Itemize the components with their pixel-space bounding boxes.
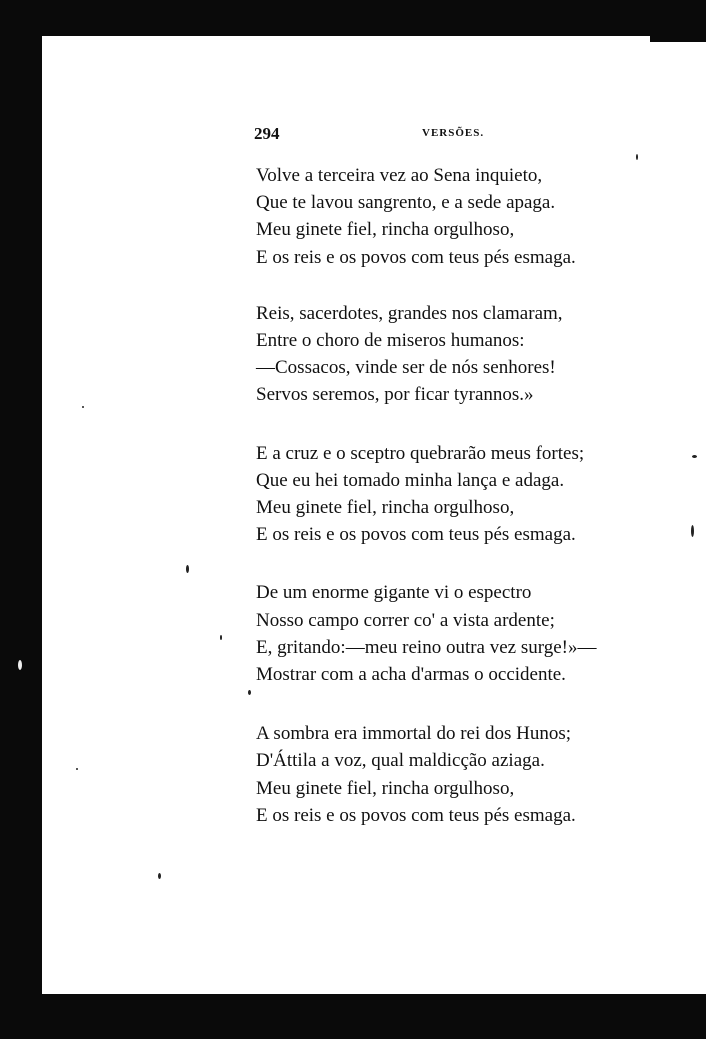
scan-border-top: [0, 0, 706, 36]
verse-line: Que eu hei tomado minha lança e adaga.: [256, 469, 565, 491]
verse-line: E, gritando:—meu reino outra vez surge!»—: [256, 636, 597, 658]
scan-speck: [76, 768, 78, 770]
verse-line: Que te lavou sangrento, e a sede apaga.: [256, 192, 556, 214]
verse-line: Servos seremos, por ficar tyrannos.»: [256, 384, 534, 406]
stanza: [256, 440, 656, 549]
scan-speck: [220, 635, 222, 640]
scan-speck: [186, 565, 189, 573]
verse-line: Volve a terceira vez ao Sena inquieto,: [256, 165, 543, 186]
verse-line: E a cruz e o sceptro quebrarão meus fortes;: [256, 442, 585, 464]
stanza: [256, 720, 656, 829]
scan-speck: [636, 154, 638, 160]
scan-speck: [158, 873, 161, 879]
verse-line: E os reis e os povos com teus pés esmaga.: [256, 246, 576, 268]
poem-body: [256, 162, 656, 858]
page-number: 294: [254, 124, 280, 143]
scan-speck: [82, 406, 84, 408]
verse-line: Reis, sacerdotes, grandes nos clamaram,: [256, 302, 563, 324]
verse-line: A sombra era immortal do rei dos Hunos;: [256, 723, 572, 745]
verse-line: Nosso campo correr co' a vista ardente;: [256, 609, 555, 631]
verse-line: E os reis e os povos com teus pés esmaga.: [256, 804, 576, 826]
verse-line: —Cossacos, vinde ser de nós senhores!: [256, 357, 556, 379]
scan-speck: [691, 525, 694, 537]
stanza: [256, 162, 656, 271]
verse-line: Entre o choro de miseros humanos:: [256, 330, 525, 352]
verse-line: D'Áttila a voz, qual maldicção aziaga.: [256, 750, 545, 772]
scan-speck: [248, 690, 251, 695]
scan-border-corner: [650, 0, 706, 42]
stanza: [256, 579, 656, 688]
verse-line: E os reis e os povos com teus pés esmaga.: [256, 524, 576, 546]
stanza: [256, 300, 656, 409]
verse-line: Meu ginete fiel, rincha orgulhoso,: [256, 777, 515, 799]
scan-border-left: [0, 0, 42, 1039]
scan-speck: [18, 660, 22, 670]
running-title: VERSÕES.: [422, 127, 485, 139]
page-header: [254, 124, 514, 148]
scan-border-bottom: [0, 994, 706, 1039]
verse-line: De um enorme gigante vi o espectro: [256, 582, 532, 604]
verse-line: Meu ginete fiel, rincha orgulhoso,: [256, 219, 515, 241]
verse-line: Meu ginete fiel, rincha orgulhoso,: [256, 497, 515, 519]
scan-speck: [692, 455, 697, 458]
verse-line: Mostrar com a acha d'armas o occidente.: [256, 664, 566, 686]
